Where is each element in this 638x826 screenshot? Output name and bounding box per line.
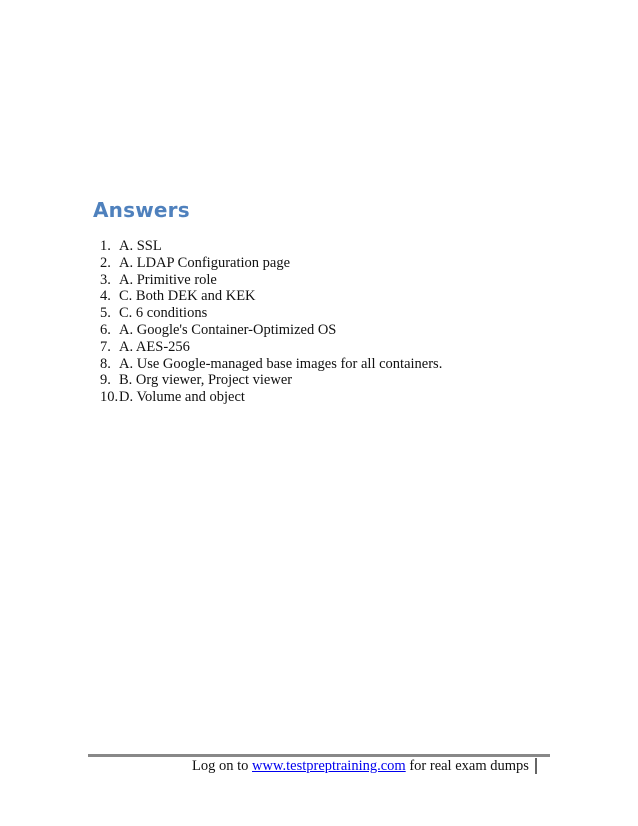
section-heading: Answers	[93, 198, 190, 222]
list-item	[100, 322, 442, 339]
list-item-text: A. Primitive role	[119, 271, 217, 288]
list-item	[100, 339, 442, 356]
footer	[192, 758, 529, 775]
list-item-text: A. LDAP Configuration page	[119, 254, 291, 271]
list-item-text: A. Google's Container-Optimized OS	[119, 321, 337, 338]
list-item	[100, 372, 442, 389]
list-item	[100, 305, 442, 322]
list-item-text: A. AES-256	[119, 338, 190, 355]
list-item-number: 2.	[100, 254, 111, 271]
list-item-text: D. Volume and object	[119, 389, 245, 406]
list-item-number: 3.	[100, 271, 111, 288]
list-item	[100, 356, 442, 373]
footer-divider	[88, 754, 550, 757]
list-item-number: 5.	[100, 305, 111, 322]
footer-prefix: Log on to	[192, 758, 253, 774]
list-item-number: 4.	[100, 288, 111, 305]
list-item-text: A. Use Google-managed base images for all containers.	[119, 355, 443, 372]
list-item	[100, 288, 442, 305]
list-item-number: 1.	[100, 238, 111, 254]
list-item-number: 9.	[100, 372, 111, 389]
list-item	[100, 255, 442, 272]
list-item	[100, 272, 442, 289]
list-item-text: A. SSL	[119, 238, 162, 254]
footer-suffix: for real exam dumps	[405, 758, 529, 774]
list-item-text: B. Org viewer, Project viewer	[119, 372, 293, 389]
list-item-number: 6.	[100, 321, 111, 338]
list-item-text: C. Both DEK and KEK	[119, 288, 256, 305]
list-item	[100, 238, 442, 255]
footer-link[interactable]: www.testpreptraining.com	[252, 758, 406, 774]
list-item-number: 7.	[100, 338, 111, 355]
list-item-number: 8.	[100, 355, 111, 372]
list-item	[100, 389, 442, 406]
answer-list	[100, 238, 442, 406]
footer-page-bar	[535, 758, 537, 774]
list-item-text: C. 6 conditions	[119, 305, 208, 322]
list-item-number: 10.	[100, 389, 119, 406]
